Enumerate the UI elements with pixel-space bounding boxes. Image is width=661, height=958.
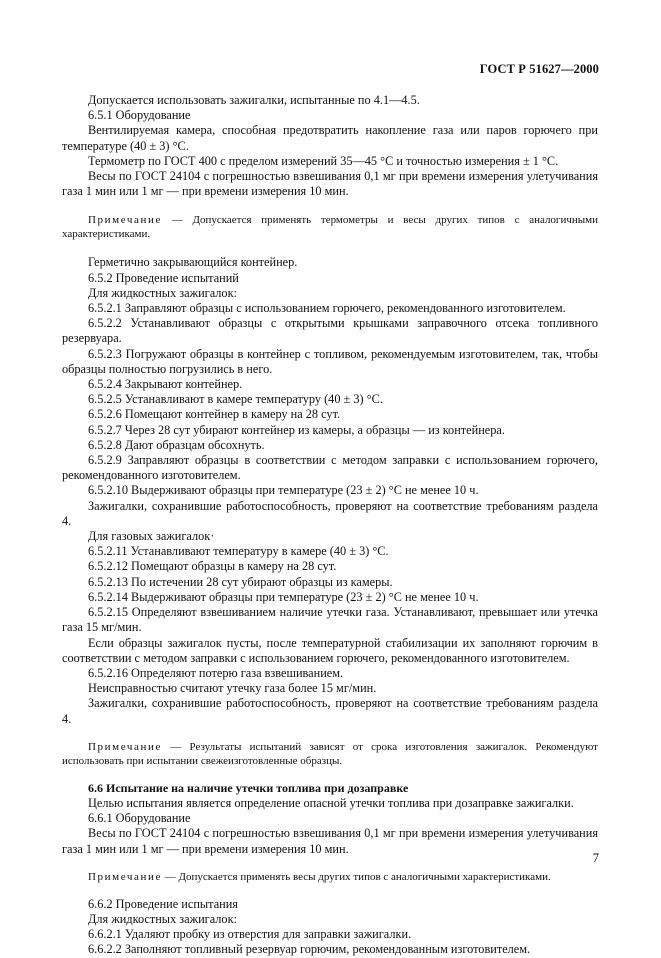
- note-text: — Допускается применять весы других типов с аналогичными характеристиками.: [161, 870, 551, 883]
- paragraph: Весы по ГОСТ 24104 с погрешностью взвешивания 0,1 мг при времени измерения улетучивания газа 1 мин или 1 мг — при времени измерения 10 мин.: [62, 169, 598, 199]
- paragraph: 6.5.2.7 Через 28 сут убирают контейнер из камеры, а образцы — из контейнера.: [88, 422, 505, 437]
- note-label: Примечание: [88, 740, 162, 753]
- paragraph: Зажигалки, сохранившие работоспособность, проверяют на соответствие требованиям раздела 4.: [62, 696, 598, 726]
- paragraph: 6.5.2.11 Устанавливают температуру в камере (40 ± 3) °С.: [88, 544, 389, 559]
- paragraph: 6.5.2.3 Погружают образцы в контейнер с топливом, рекомендуемым изготовителем, так, чтобы образцы полностью погрузились в него.: [62, 346, 598, 376]
- note: [62, 870, 598, 884]
- paragraph: 6.5.2.12 Помещают образцы в камеру на 28 сут.: [88, 559, 337, 574]
- paragraph: Зажигалки, сохранившие работоспособность, проверяют на соответствие требованиям раздела 4.: [62, 498, 598, 528]
- paragraph: Весы по ГОСТ 24104 с погрешностью взвешивания 0,1 мг при времени измерения улетучивания газа 1 мин или 1 мг — при времени измерения 10 мин.: [62, 826, 598, 856]
- note-label: Примечание: [88, 870, 162, 883]
- paragraph: 6.6.2.1 Удаляют пробку из отверстия для заправки зажигалки.: [88, 927, 412, 942]
- section-heading-6-6-2: 6.6.2 Проведение испытания: [88, 896, 238, 911]
- paragraph: Если образцы зажигалок пусты, после температурной стабилизации их заполняют горючим в соответствии с методом заправки с использованием горючего, рекомендованного изготовителем.: [62, 635, 598, 665]
- page-number: 7: [592, 851, 599, 865]
- paragraph: 6.5.2.14 Выдерживают образцы при температуре (23 ± 2) °С не менее 10 ч.: [88, 589, 479, 604]
- section-heading-6-5-1: 6.5.1 Оборудование: [88, 108, 191, 123]
- paragraph: 6.5.2.13 По истечении 28 сут убирают образцы из камеры.: [88, 574, 393, 589]
- paragraph: Для жидкостных зажигалок:: [88, 911, 237, 926]
- paragraph: Для газовых зажигалок·: [88, 529, 215, 544]
- document-id-header: ГОСТ Р 51627—2000: [479, 62, 599, 76]
- paragraph: Для жидкостных зажигалок:: [88, 285, 237, 300]
- paragraph: Вентилируемая камера, способная предотвратить накопление газа или паров горючего при температуре (40 ± 3) °С.: [62, 123, 598, 153]
- section-heading-6-6-1: 6.6.1 Оборудование: [88, 811, 191, 826]
- paragraph: Герметично закрывающийся контейнер.: [88, 255, 298, 270]
- paragraph: Целью испытания является определение опасной утечки топлива при дозаправке зажигалки.: [88, 795, 574, 810]
- paragraph: 6.6.2.2 Заполняют топливный резервуар горючим, рекомендованным изготовителем.: [88, 942, 531, 957]
- paragraph: 6.5.2.5 Устанавливают в камере температуру (40 ± 3) °С.: [88, 392, 383, 407]
- paragraph: 6.5.2.10 Выдерживают образцы при температуре (23 ± 2) °С не менее 10 ч.: [88, 483, 479, 498]
- paragraph: 6.5.2.2 Устанавливают образцы с открытыми крышками заправочного отсека топливного резервуара.: [62, 316, 598, 346]
- paragraph: Допускается использовать зажигалки, испытанные по 4.1—4.5.: [88, 93, 420, 107]
- note-label: Примечание: [88, 214, 162, 227]
- section-heading-6-6: 6.6 Испытание на наличие утечки топлива при дозаправке: [88, 780, 409, 795]
- page-body: [62, 93, 598, 958]
- paragraph: Термометр по ГОСТ 400 с пределом измерений 35—45 °С и точностью измерения ± 1 °С.: [88, 153, 559, 168]
- paragraph: 6.5.2.1 Заправляют образцы с использованием горючего, рекомендованного изготовителем.: [88, 301, 566, 316]
- note-text: — Результаты испытаний зависят от срока изготовления зажигалок. Рекомендуют использовать при испытании свежеизготовленные образцы.: [62, 740, 598, 767]
- paragraph: 6.5.2.16 Определяют потерю газа взвешиванием.: [88, 665, 344, 680]
- paragraph: 6.5.2.8 Дают образцам обсохнуть.: [88, 437, 265, 452]
- note: [62, 740, 598, 768]
- paragraph: 6.5.2.9 Заправляют образцы в соответствии с методом заправки с использованием горючего, рекомендованного изготовителем.: [62, 453, 598, 483]
- paragraph: 6.5.2.4 Закрывают контейнер.: [88, 377, 243, 392]
- note: [62, 213, 598, 241]
- paragraph: 6.5.2.15 Определяют взвешиванием наличие утечки газа. Устанавливают, превышает или утечка газа 15 мг/мин.: [62, 605, 598, 635]
- paragraph: Неисправностью считают утечку газа более 15 мг/мин.: [88, 681, 377, 696]
- section-heading-6-5-2: 6.5.2 Проведение испытаний: [88, 270, 239, 285]
- note-text: — Допускается применять термометры и весы других типов с аналогичными характеристиками.: [62, 214, 598, 241]
- paragraph: 6.5.2.6 Помещают контейнер в камеру на 28 сут.: [88, 407, 341, 422]
